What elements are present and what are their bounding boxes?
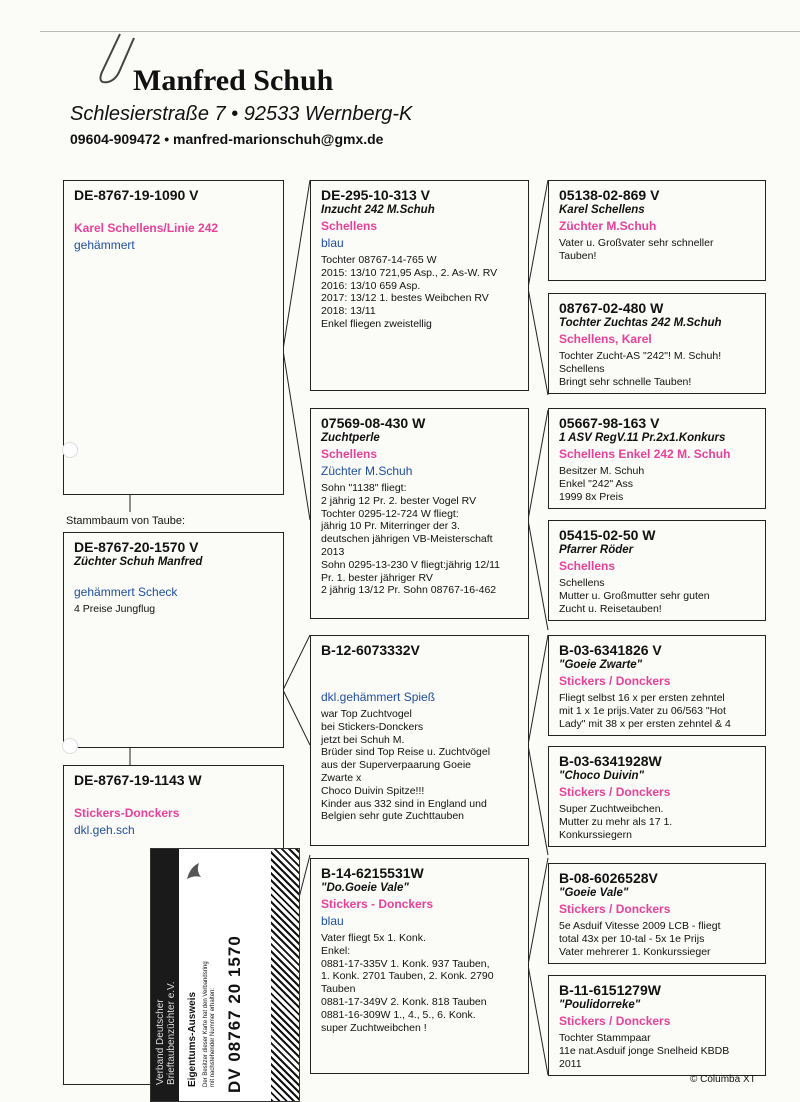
subtitle: "Goeie Vale": [559, 887, 629, 899]
color: gehämmert Scheck: [74, 585, 178, 599]
card-org: Verband Deutscher Brieftaubenzüchter e.V.: [155, 981, 177, 1085]
bloodline: Schellens, Karel: [559, 332, 652, 346]
pigeon-grandparent-7: [548, 863, 766, 964]
color: dkl.gehämmert Spieß: [321, 690, 436, 704]
pigeon-grandparent-1: [548, 180, 766, 281]
breeder: Züchter Schuh Manfred: [74, 556, 203, 568]
punch-hole: [62, 738, 78, 754]
notes: Fliegt selbst 16 x per ersten zehntel mit 1 x 1e prijs.Vater zu 06/563 "Hot Lady" mit 38 x per ersten zehntel & 4: [559, 692, 731, 730]
ring-number: B-11-6151279W: [559, 982, 661, 998]
bloodline: Schellens Enkel 242 M. Schuh: [559, 447, 731, 461]
ring-number: B-14-6215531W: [321, 865, 424, 881]
bloodline: Schellens: [321, 447, 378, 461]
bloodline: Stickers-Donckers: [74, 806, 180, 820]
notes: war Top Zuchtvogel bei Stickers-Donckers jetzt bei Schuh M. Brüder sind Top Reise u. Zuchtvögel aus der Superverpaarung Goeie Zwarte x Choco Duivin Spitze!!! Kinder aus 332 sind in England und Belgien sehr gute Zuchttauben: [321, 708, 491, 823]
notes: 5e Asduif Vitesse 2009 LCB - fliegt total 43x per 10-tal - 5x 1e Prijs Vater mehrerer 1. Konkurssieger: [559, 920, 721, 958]
notes: Vater u. Großvater sehr schneller Tauben!: [559, 237, 714, 262]
pigeon-parent-2: [310, 408, 529, 619]
bloodline: Züchter M.Schuh: [559, 219, 657, 233]
breeder-name: Manfred Schuh: [133, 64, 334, 97]
color: blau: [321, 236, 344, 250]
card-title: Eigentums-Ausweis: [187, 991, 198, 1087]
color: Züchter M.Schuh: [321, 464, 413, 478]
subtitle: Inzucht 242 M.Schuh: [321, 204, 435, 216]
ring-number: 05415-02-50 W: [559, 527, 656, 543]
subtitle: "Poulidorreke": [559, 999, 641, 1011]
pigeon-grandparent-8: [548, 975, 766, 1076]
ring-number: 07569-08-430 W: [321, 415, 426, 431]
ring-number: DE-8767-19-1143 W: [74, 772, 202, 788]
subtitle: "Do.Goeie Vale": [321, 882, 409, 894]
bloodline: Stickers / Donckers: [559, 674, 671, 688]
color: dkl.geh.sch: [74, 823, 135, 837]
notes: Sohn "1138" fliegt: 2 jährig 12 Pr. 2. bester Vogel RV Tochter 0295-12-724 W fliegt: jährig 10 Pr. Miterringer der 3. deutschen jährigen VB-Meisterschaft 2013 Sohn 0295-13-230 V fliegt:jährig 12/11 Pr. 1. bester jähriger RV 2 jährig 13/12 Pr. Sohn 08767-16-462: [321, 482, 501, 597]
notes: Tochter Zucht-AS "242"! M. Schuh! Schellens Bringt sehr schnelle Tauben!: [559, 350, 722, 388]
pigeon-grandparent-5: [548, 635, 766, 736]
subtitle: 1 ASV RegV.11 Pr.2x1.Konkurs: [559, 432, 726, 444]
notes: Vater fliegt 5x 1. Konk. Enkel: 0881-17-335V 1. Konk. 937 Tauben, 1. Konk. 2701 Tauben, 2. Konk. 2790 Tauben 0881-17-349V 2. Konk. 818 Tauben 0881-16-309W 1., 4., 5., 6. Konk. super Zuchtweibchen !: [321, 932, 494, 1034]
pigeon-grandparent-2: [548, 293, 766, 394]
subtitle: Zuchtperle: [321, 432, 380, 444]
breeder-address: Schlesierstraße 7 • 92533 Wernberg-K: [70, 103, 413, 125]
ownership-card: [150, 848, 300, 1102]
ring-number: DE-295-10-313 V: [321, 187, 430, 203]
card-note: Der Besitzer dieser Karte hat den Verbandsring mit nachstehender Nummer erhalten:: [203, 961, 216, 1087]
pigeon-parent-1: [310, 180, 529, 391]
ring-number: 05138-02-869 V: [559, 187, 660, 203]
stammbaum-label: Stammbaum von Taube:: [66, 515, 186, 527]
subtitle: Karel Schellens: [559, 204, 645, 216]
ring-number: 05667-98-163 V: [559, 415, 660, 431]
ring-number: DE-8767-20-1570 V: [74, 539, 199, 555]
pigeon-grandparent-3: [548, 408, 766, 509]
notes: Schellens Mutter u. Großmutter sehr guten Zucht u. Reisetauben!: [559, 577, 710, 615]
ring-number: B-08-6026528V: [559, 870, 658, 886]
notes: Super Zuchtweibchen. Mutter zu mehr als 17 1. Konkurssiegern: [559, 803, 673, 841]
subtitle: Tochter Zuchtas 242 M.Schuh: [559, 317, 722, 329]
bloodline: Schellens: [321, 219, 378, 233]
pigeon-emblem-icon: [184, 859, 204, 885]
subtitle: "Choco Duivin": [559, 770, 645, 782]
bloodline: Karel Schellens/Linie 242: [74, 221, 219, 235]
pigeon-main: [63, 180, 284, 495]
copyright: © Columba XT: [690, 1074, 756, 1085]
ring-number: B-03-6341928W: [559, 753, 662, 769]
bloodline: Stickers / Donckers: [559, 785, 671, 799]
bloodline: Schellens: [559, 559, 616, 573]
notes: 4 Preise Jungflug: [74, 603, 156, 615]
ring-number: DE-8767-19-1090 V: [74, 187, 199, 203]
ring-number: B-12-6073332V: [321, 642, 420, 658]
ring-number: B-03-6341826 V: [559, 642, 662, 658]
bloodline: Stickers / Donckers: [559, 1014, 671, 1028]
card-pattern: [271, 849, 299, 1101]
notes: Tochter Stammpaar 11e nat.Asduif jonge Snelheid KBDB 2011: [559, 1032, 730, 1070]
punch-hole: [62, 442, 78, 458]
ring-number: 08767-02-480 W: [559, 300, 664, 316]
subtitle: Pfarrer Röder: [559, 544, 634, 556]
pigeon-grandparent-4: [548, 520, 766, 621]
notes: Tochter 08767-14-765 W 2015: 13/10 721,95 Asp., 2. As-W. RV 2016: 13/10 659 Asp. 2017: 13/12 1. bestes Weibchen RV 2018: 13/11 Enkel fliegen zweistellig: [321, 254, 498, 330]
notes: Besitzer M. Schuh Enkel "242" Ass 1999 8x Preis: [559, 465, 645, 503]
bloodline: Stickers - Donckers: [321, 897, 434, 911]
pigeon-mother: [63, 532, 284, 748]
pigeon-grandparent-6: [548, 746, 766, 847]
breeder-contact: 09604-909472 • manfred-marionschuh@gmx.de: [70, 131, 384, 147]
color: gehämmert: [74, 238, 135, 252]
subtitle: "Goeie Zwarte": [559, 659, 643, 671]
bloodline: Stickers / Donckers: [559, 902, 671, 916]
card-ring-number: DV 08767 20 1570: [225, 935, 244, 1093]
color: blau: [321, 914, 344, 928]
pigeon-parent-4: [310, 858, 529, 1074]
pigeon-parent-3: [310, 635, 529, 846]
